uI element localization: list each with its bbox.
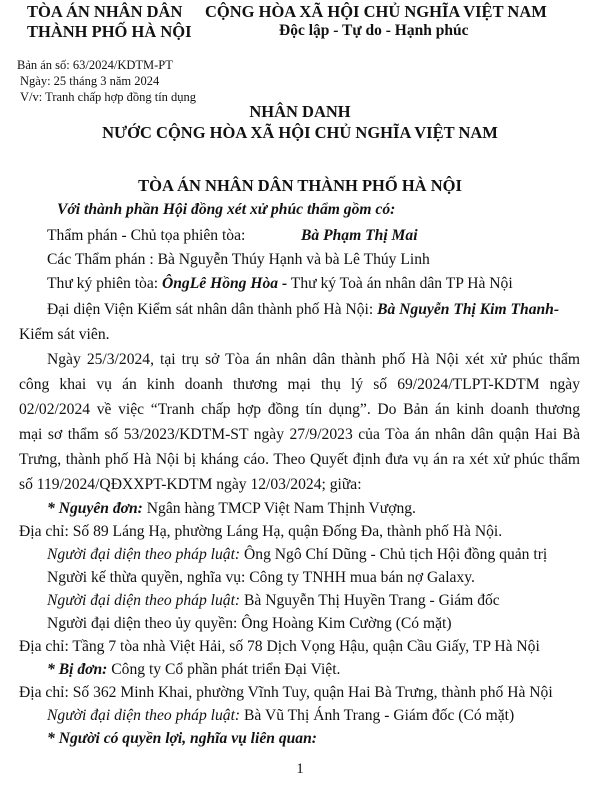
clerk-title: Thư ký Toà án nhân dân TP Hà Nội — [287, 275, 513, 292]
panel-intro: Với thành phần Hội đồng xét xử phúc thẩm gồm có: — [57, 201, 396, 218]
plaintiff-name: Ngân hàng TMCP Việt Nam Thịnh Vượng. — [142, 500, 416, 517]
procuracy-label: Đại diện Viện Kiểm sát nhân dân thành phố Hà Nội: — [47, 301, 378, 318]
paragraph-line-4: mại sơ thẩm số 53/2023/KDTM-ST ngày 27/9/2023 của Tòa án nhân dân quận Hai Bà — [19, 426, 580, 443]
page-number: 1 — [296, 761, 304, 777]
clerk-name: ÔngLê Hồng Hòa - — [162, 275, 288, 292]
presiding-judge: Bà Phạm Thị Mai — [301, 227, 418, 244]
case-number: Bản án số: 63/2024/KDTM-PT — [17, 58, 173, 72]
defendant-address: Địa chỉ: Số 362 Minh Khai, phường Vĩnh Tuy, quận Hai Bà Trưng, thành phố Hà Nội — [19, 684, 553, 701]
paragraph-line-1: Ngày 25/3/2024, tại trụ sở Tòa án nhân dân thành phố Hà Nội xét xử phúc thẩm — [47, 351, 580, 368]
plaintiff-label: * Nguyên đơn: — [47, 500, 143, 517]
title-line1: NHÂN DANH — [249, 102, 351, 121]
defendant-rep-label: Người đại diện theo pháp luật: — [47, 707, 241, 724]
procuracy-line — [47, 301, 559, 319]
nation-motto: Độc lập - Tự do - Hạnh phúc — [279, 22, 469, 39]
plaintiff-line — [47, 500, 416, 518]
judgment-date: Ngày: 25 tháng 3 năm 2024 — [20, 74, 160, 88]
paragraph-line-2: công khai vụ án kinh doanh thương mại thụ lý số 69/2024/TLPT-KDTM ngày — [19, 376, 580, 393]
defendant-name: Công ty Cổ phần phát triển Đại Việt. — [107, 661, 341, 678]
legal-rep2-label: Người đại diện theo pháp luật: — [47, 592, 241, 609]
presiding-label: Thẩm phán - Chủ tọa phiên tòa: — [47, 227, 246, 244]
clerk-line — [47, 275, 513, 293]
defendant-legal-rep — [47, 707, 514, 725]
legal-rep-value: Ông Ngô Chí Dũng - Chủ tịch Hội đồng quản trị — [240, 546, 548, 563]
clerk-label: Thư ký phiên tòa: — [47, 275, 162, 292]
paragraph-line-3: 02/02/2024 về việc “Tranh chấp hợp đồng tín dụng”. Do Bản án kinh doanh thương — [19, 401, 580, 418]
panel-judges: Các Thẩm phán : Bà Nguyễn Thúy Hạnh và bà Lê Thúy Linh — [47, 251, 430, 268]
case-subject: V/v: Tranh chấp hợp đồng tín dụng — [20, 90, 197, 104]
related-parties-heading: * Người có quyền lợi, nghĩa vụ liên quan: — [47, 730, 317, 747]
court-name-line1: TÒA ÁN NHÂN DÂN — [27, 2, 183, 21]
defendant-label: * Bị đơn: — [47, 661, 108, 678]
procuracy-name: Bà Nguyễn Thị Kim Thanh- — [377, 301, 560, 318]
paragraph-line-6: số 119/2024/QĐXXPT-KDTM ngày 12/03/2024; giữa: — [19, 476, 362, 493]
court-name-line2: THÀNH PHỐ HÀ NỘI — [27, 22, 192, 41]
legal-rep-label: Người đại diện theo pháp luật: — [47, 546, 241, 563]
nation-name: CỘNG HÒA XÃ HỘI CHỦ NGHĨA VIỆT NAM — [205, 2, 547, 21]
defendant-line — [47, 661, 340, 679]
successor-address: Địa chỉ: Tầng 7 tòa nhà Việt Hải, số 78 Dịch Vọng Hậu, quận Cầu Giấy, TP Hà Nội — [19, 638, 540, 655]
defendant-rep-value: Bà Vũ Thị Ánh Trang - Giám đốc (Có mặt) — [240, 707, 515, 724]
paragraph-line-5: Trưng, thành phố Hà Nội bị kháng cáo. Theo Quyết định đưa vụ án ra xét xử phúc thẩm — [19, 451, 580, 468]
title-line2: NƯỚC CỘNG HÒA XÃ HỘI CHỦ NGHĨA VIỆT NAM — [102, 123, 498, 142]
procuracy-role: Kiểm sát viên. — [19, 326, 110, 343]
authorized-rep: Người đại diện theo ủy quyền: Ông Hoàng Kim Cường (Có mặt) — [47, 615, 452, 632]
successor-legal-rep — [47, 592, 500, 610]
plaintiff-address: Địa chỉ: Số 89 Láng Hạ, phường Láng Hạ, quận Đống Đa, thành phố Hà Nội. — [19, 523, 503, 540]
plaintiff-legal-rep — [47, 546, 547, 564]
legal-rep2-value: Bà Nguyễn Thị Huyền Trang - Giám đốc — [240, 592, 500, 609]
court-heading: TÒA ÁN NHÂN DÂN THÀNH PHỐ HÀ NỘI — [138, 176, 462, 195]
plaintiff-successor: Người kế thừa quyền, nghĩa vụ: Công ty TNHH mua bán nợ Galaxy. — [47, 569, 475, 586]
